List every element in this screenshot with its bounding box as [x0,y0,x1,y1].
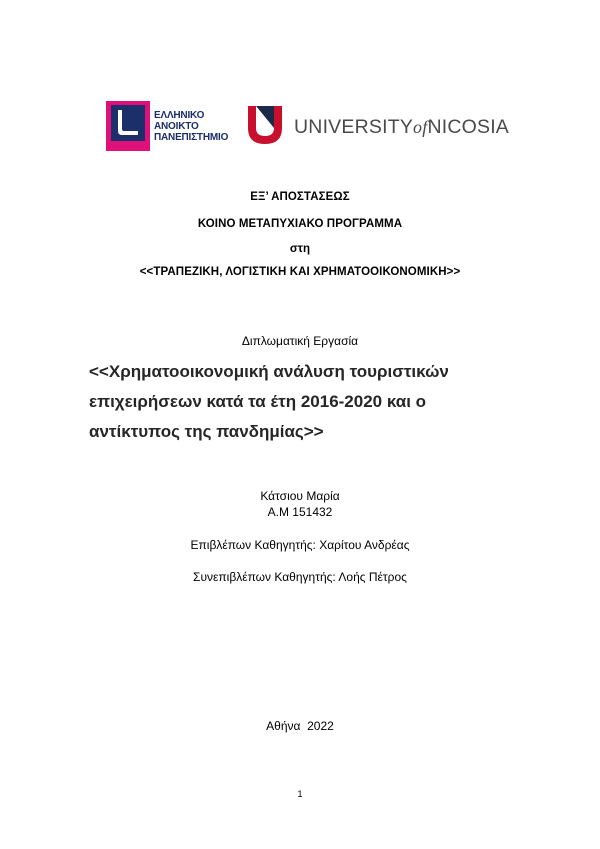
university-of-nicosia-logo [246,104,510,148]
unic-name-of: of [413,117,428,137]
hou-logo-line-1: ΕΛΛΗΝΙΚΟ [154,110,205,121]
co-supervisor: Συνεπιβλέπων Καθηγητής: Λοής Πέτρος [193,570,407,584]
thesis-title-line-1: <<Χρηματοοικονομική ανάλυση τουριστικών [89,362,449,381]
hellenic-open-university-logo [106,101,234,151]
header-line-field: <<ΤΡΑΠΕΖΙΚΗ, ΛΟΓΙΣΤΙΚΗ ΚΑΙ ΧΡΗΜΑΤΟΟΙΚΟΝΟΜΙΚΗ>> [139,266,461,278]
supervisor: Επιβλέπων Καθηγητής: Χαρίτου Ανδρέας [190,538,410,552]
hou-logo-line-2: ΑΝΟΙΚΤΟ [154,121,199,132]
unic-name-part-1: UNIVERSITY [294,116,414,138]
hou-logo-line-3: ΠΑΝΕΠΙΣΤΗΜΙΟ [154,132,229,143]
header-line-programme: ΚΟΙΝΟ ΜΕΤΑΠΥΧΙΑΚΟ ΠΡΟΓΡΑΜΜΑ [197,218,403,230]
thesis-title [89,357,529,447]
thesis-title-line-2: επιχειρήσεων κατά τα έτη 2016-2020 και ο [89,392,427,411]
place-and-date: Αθήνα 2022 [266,719,334,733]
page-number: 1 [297,789,303,799]
thesis-title-line-3: αντίκτυπος της πανδημίας>> [89,422,324,441]
unic-name-part-2: NICOSIA [427,116,510,138]
unic-logo-mark-icon [246,104,284,146]
header-line-in: στη [289,243,311,255]
header-line-distance: ΕΞ’ ΑΠΟΣΤΑΣΕΩΣ [250,191,350,203]
author-name: Κάτσιου Μαρία [260,489,340,503]
hou-logo-text [154,110,228,143]
author-registration-number: Α.Μ 151432 [267,505,333,519]
document-type: Διπλωματική Εργασία [241,334,359,348]
hou-logo-mark-icon [106,101,150,151]
unic-logo-text [294,116,509,138]
